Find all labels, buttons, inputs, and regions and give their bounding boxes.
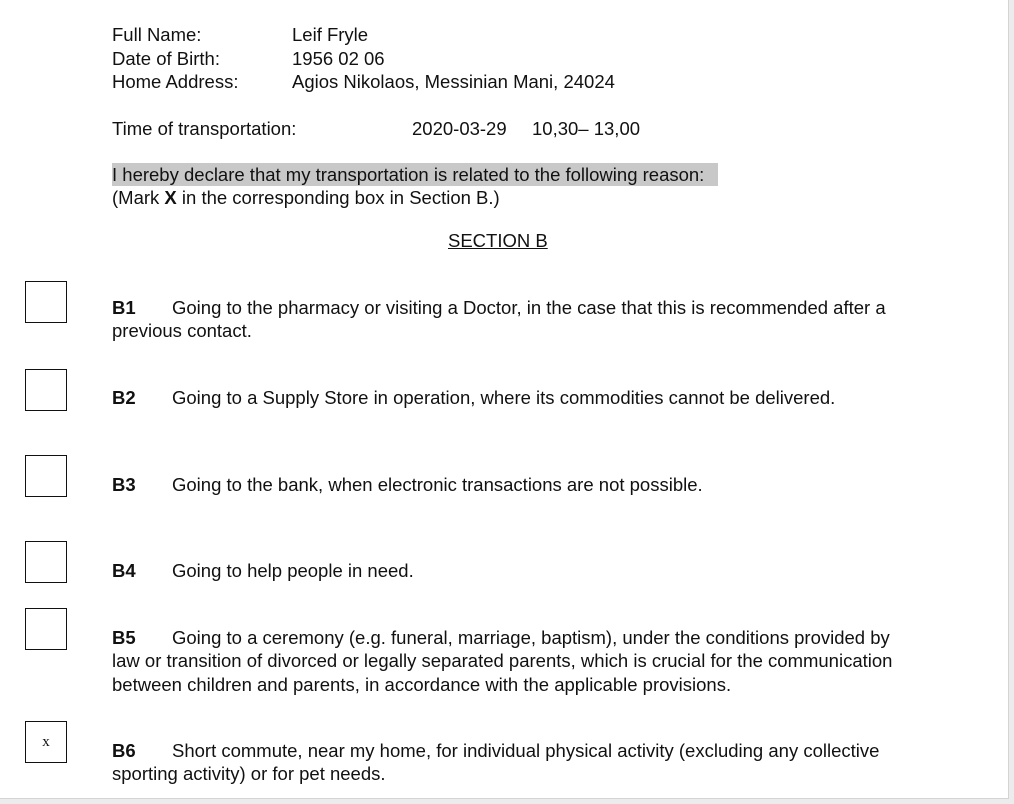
- reason-code: B5: [112, 627, 136, 648]
- instruction-suffix: in the corresponding box in Section B.): [176, 187, 500, 208]
- reason-code: B6: [112, 740, 136, 761]
- reason-b3: [112, 473, 912, 496]
- checkbox-b3[interactable]: [25, 455, 67, 497]
- reason-text: Going to a ceremony (e.g. funeral, marriage, baptism), under the conditions provided by law or transition of divorced or legally separated parents, which is crucial for the communication between children and parents, in accordance with the applicable provisions.: [112, 627, 893, 695]
- reason-b1: [112, 296, 912, 343]
- instruction-mark: X: [164, 187, 177, 208]
- reason-b5: [112, 626, 912, 696]
- instruction-prefix: (Mark: [112, 187, 165, 208]
- checkbox-b4[interactable]: [25, 541, 67, 583]
- name-label: Full Name:: [112, 24, 202, 45]
- reason-code: B3: [112, 474, 136, 495]
- reason-b2: [112, 386, 912, 409]
- reason-code: B2: [112, 387, 136, 408]
- declaration-line: I hereby declare that my transportation is related to the following reason:: [112, 163, 718, 186]
- reason-text: Going to the pharmacy or visiting a Doctor, in the case that this is recommended after a previous contact.: [112, 297, 886, 342]
- section-b-title: SECTION B: [448, 230, 548, 251]
- reason-text: Going to help people in need.: [172, 560, 414, 581]
- transport-time-range: 10,30– 13,00: [532, 118, 641, 139]
- checkbox-b5[interactable]: [25, 608, 67, 650]
- address-label: Home Address:: [112, 71, 239, 92]
- reason-text: Going to a Supply Store in operation, where its commodities cannot be delivered.: [172, 387, 836, 408]
- declaration-instruction: [112, 186, 500, 209]
- name-value: Leif Fryle: [292, 24, 369, 45]
- dob-value: 1956 02 06: [292, 48, 385, 69]
- dob-label: Date of Birth:: [112, 48, 220, 69]
- checkbox-b6[interactable]: x: [25, 721, 67, 763]
- address-value: Agios Nikolaos, Messinian Mani, 24024: [292, 71, 615, 92]
- checkbox-b2[interactable]: [25, 369, 67, 411]
- page-edge-bottom: [0, 799, 1014, 804]
- reason-code: B4: [112, 560, 136, 581]
- reason-text: Short commute, near my home, for individual physical activity (excluding any collective sporting activity) or for pet needs.: [112, 740, 880, 785]
- reason-text: Going to the bank, when electronic transactions are not possible.: [172, 474, 703, 495]
- transport-date: 2020-03-29: [412, 118, 507, 139]
- checkbox-b1[interactable]: [25, 281, 67, 323]
- reason-b4: [112, 559, 912, 582]
- page-edge-right: [1009, 0, 1014, 804]
- reason-b6: [112, 739, 912, 786]
- transport-time-label: Time of transportation:: [112, 118, 297, 139]
- reason-code: B1: [112, 297, 136, 318]
